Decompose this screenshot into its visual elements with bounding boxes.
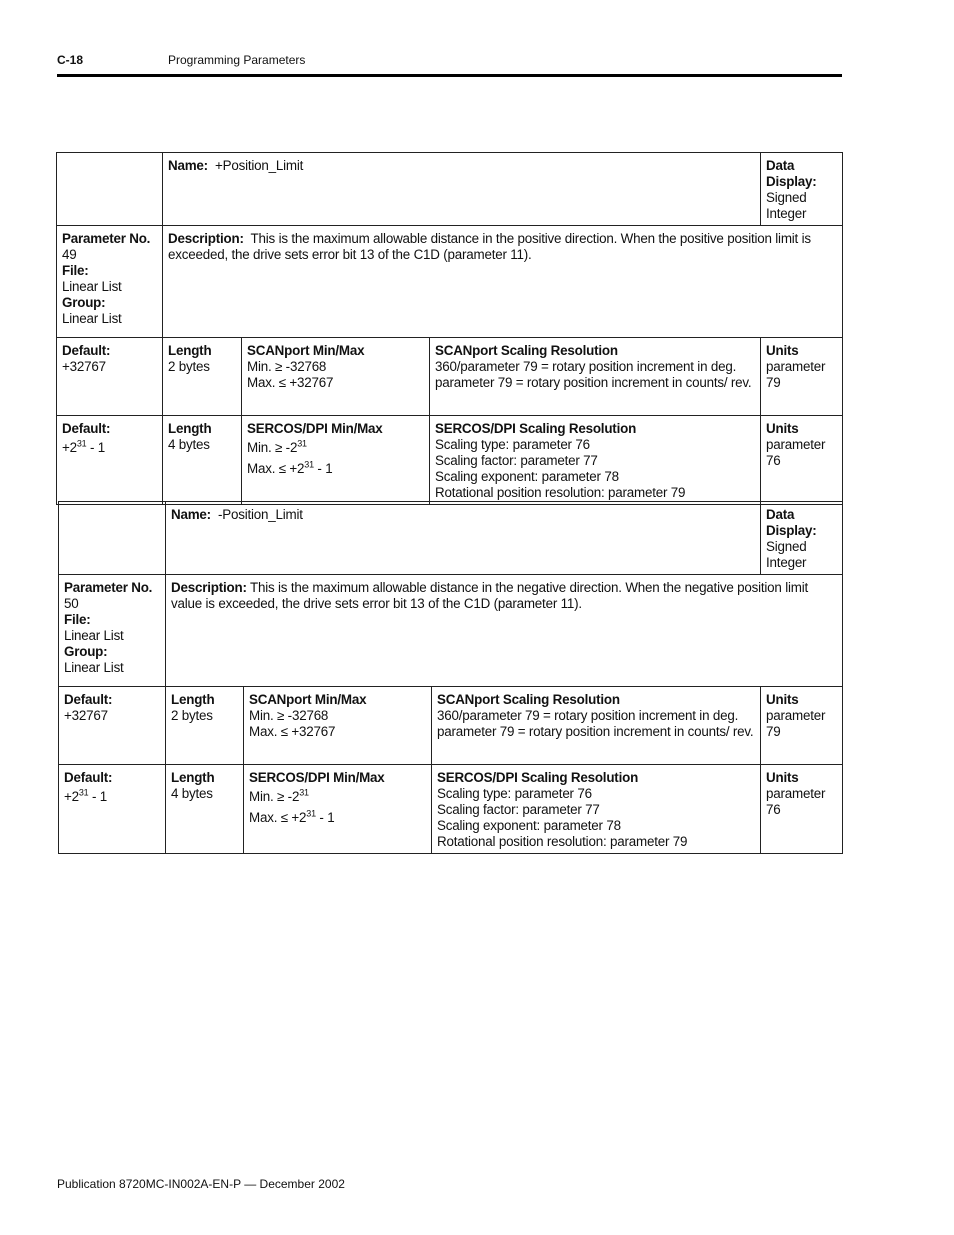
description-row — [57, 226, 843, 338]
parameter-table-50 — [58, 501, 843, 854]
blank-cell — [57, 153, 163, 226]
parameter-number: 49 — [62, 247, 77, 262]
scanport-row — [57, 338, 843, 416]
scanport-units-cell: Units parameter 79 — [761, 338, 843, 416]
sercos-row — [59, 765, 843, 854]
scanport-length-cell: Length 2 bytes — [166, 687, 244, 765]
scanport-scaling-cell: SCANport Scaling Resolution 360/parameter 79 = rotary position increment in deg. parameter 79 = rotary position increment in counts/ rev. — [432, 687, 761, 765]
scanport-default-cell: Default: +32767 — [57, 338, 163, 416]
group-value: Linear List — [62, 311, 122, 326]
blank-cell — [59, 502, 166, 575]
parameter-info-cell: Parameter No. 49 File: Linear List Group: Linear List — [57, 226, 163, 338]
name-row — [59, 502, 843, 575]
scanport-length-cell: Length 2 bytes — [163, 338, 242, 416]
header-rule — [57, 74, 842, 77]
group-value: Linear List — [64, 660, 124, 675]
sercos-length-cell: Length 4 bytes — [166, 765, 244, 854]
sercos-row — [57, 416, 843, 505]
sercos-minmax-cell: SERCOS/DPI Min/Max Min. ≥ $-2^{31}$ Max. ≤ $+2^{31} - 1$ — [242, 416, 430, 505]
sercos-length-cell: Length 4 bytes — [163, 416, 242, 505]
sercos-minmax-cell: SERCOS/DPI Min/Max Min. ≥ $-2^{31}$ Max. ≤ $+2^{31} - 1$ — [244, 765, 432, 854]
data-display-cell: Data Display: Signed Integer — [761, 153, 843, 226]
data-display-value: Signed Integer — [766, 190, 807, 221]
sercos-units-cell: Units parameter 76 — [761, 765, 843, 854]
description-text: This is the maximum allowable distance in the positive direction. When the positive position limit is exceeded, the drive sets error bit 13 of the C1D (parameter 11). — [168, 231, 811, 262]
name-cell: Name: -Position_Limit — [166, 502, 761, 575]
scanport-scaling-cell: SCANport Scaling Resolution 360/parameter 79 = rotary position increment in deg. parameter 79 = rotary position increment in counts/ rev. — [430, 338, 761, 416]
name-cell: Name: +Position_Limit — [163, 153, 761, 226]
sercos-scaling-cell: SERCOS/DPI Scaling Resolution Scaling type: parameter 76 Scaling factor: parameter 77 Scaling exponent: parameter 78 Rotational position resolution: parameter 79 — [430, 416, 761, 505]
scanport-units-cell: Units parameter 79 — [761, 687, 843, 765]
sercos-scaling-cell: SERCOS/DPI Scaling Resolution Scaling type: parameter 76 Scaling factor: parameter 77 Scaling exponent: parameter 78 Rotational position resolution: parameter 79 — [432, 765, 761, 854]
file-value: Linear List — [62, 279, 122, 294]
data-display-cell: Data Display: Signed Integer — [761, 502, 843, 575]
sercos-units-cell: Units parameter 76 — [761, 416, 843, 505]
scanport-row — [59, 687, 843, 765]
scanport-minmax-cell: SCANport Min/Max Min. ≥ -32768 Max. ≤ +32767 — [244, 687, 432, 765]
sercos-default-cell: Default: $+2^{31} - 1$ — [59, 765, 166, 854]
scanport-minmax-cell: SCANport Min/Max Min. ≥ -32768 Max. ≤ +32767 — [242, 338, 430, 416]
parameter-table-49 — [56, 152, 843, 505]
parameter-info-cell: Parameter No. 50 File: Linear List Group: Linear List — [59, 575, 166, 687]
description-cell: Description: This is the maximum allowable distance in the positive direction. When the positive position limit is exceeded, the drive sets error bit 13 of the C1D (parameter 11). — [163, 226, 843, 338]
page-number: C-18 — [57, 53, 84, 67]
parameter-number: 50 — [64, 596, 79, 611]
parameter-name: +Position_Limit — [214, 158, 304, 173]
description-row — [59, 575, 843, 687]
section-title: Programming Parameters — [168, 53, 306, 67]
description-cell: Description: This is the maximum allowable distance in the negative direction. When the negative position limit value is exceeded, the drive sets error bit 13 of the C1D (parameter 11). — [166, 575, 843, 687]
sercos-default-cell: Default: $+2^{31} - 1$ — [57, 416, 163, 505]
name-row — [57, 153, 843, 226]
file-value: Linear List — [64, 628, 124, 643]
publication-footer: Publication 8720MC-IN002A-EN-P — December 2002 — [57, 1177, 345, 1191]
parameter-name: -Position_Limit — [217, 507, 303, 522]
scanport-default-cell: Default: +32767 — [59, 687, 166, 765]
data-display-value: Signed Integer — [766, 539, 807, 570]
description-text: This is the maximum allowable distance in the negative direction. When the negative position limit value is exceeded, the drive sets error bit 13 of the C1D (parameter 11). — [171, 580, 808, 611]
